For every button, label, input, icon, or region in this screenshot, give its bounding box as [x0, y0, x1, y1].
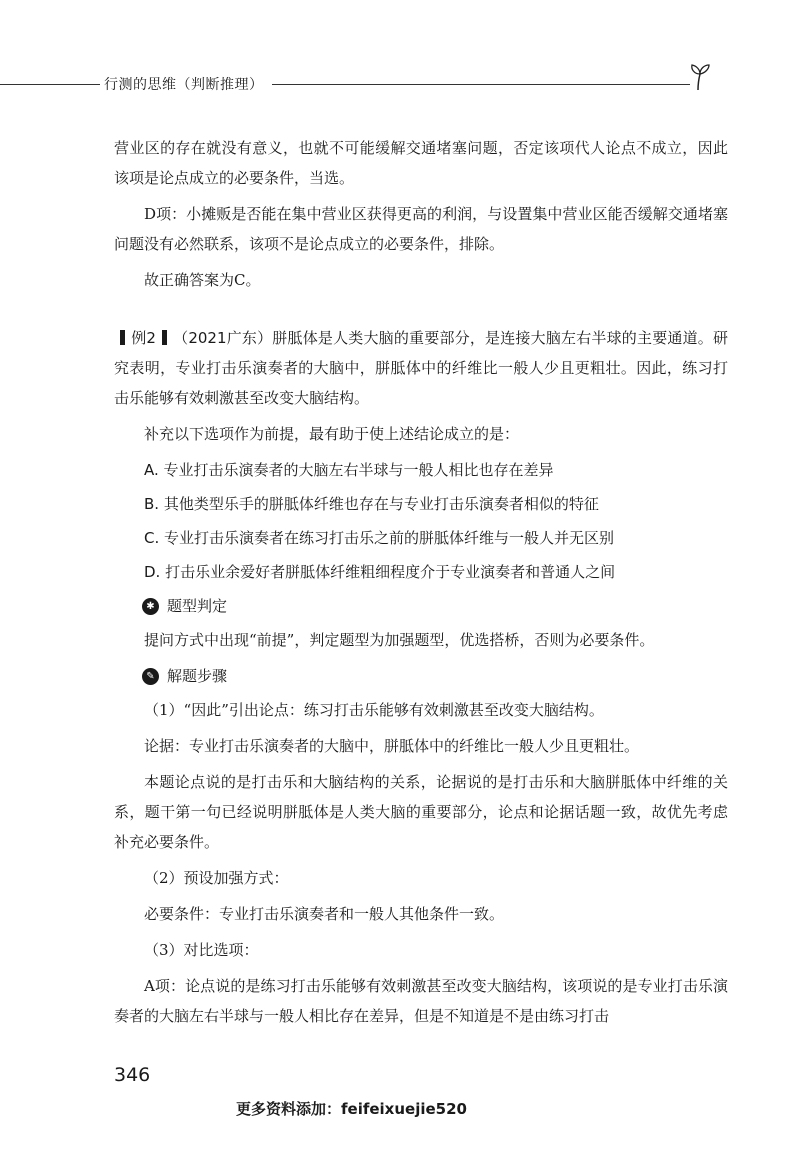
option-c: C. 专业打击乐演奏者在练习打击乐之前的胼胝体纤维与一般人并无区别: [144, 529, 615, 547]
page-content: [114, 133, 728, 1037]
example-block: [114, 323, 728, 413]
header-rule-left: [0, 84, 100, 85]
pen-icon: ✎: [142, 668, 159, 685]
example-text: 胼胝体是人类大脑的重要部分，是连接大脑左右半球的主要通道。研究表明，专业打击乐演奏者的大脑中，胼胝体中的纤维比一般人少且更粗壮。因此，练习打击乐能够有效刺激甚至改变大脑结构。: [114, 329, 728, 407]
page-number: 346: [114, 1064, 151, 1086]
page-header: [0, 62, 800, 102]
header-title: 行测的思维（判断推理）: [104, 77, 264, 93]
example-bracket-mark: [120, 330, 125, 345]
step-3: （3）对比选项：: [144, 941, 259, 959]
sprout-icon: [684, 62, 714, 92]
example-label: 例2: [131, 329, 156, 347]
section-text: 提问方式中出现“前提”，判定题型为加强题型，优选搭桥，否则为必要条件。: [144, 631, 655, 649]
paragraph: D项：小摊贩是否能在集中营业区获得更高的利润，与设置集中营业区能否缓解交通堵塞问题没有必然联系，该项不是论点成立的必要条件，排除。: [114, 205, 728, 253]
example-bracket-mark: [162, 330, 167, 345]
necessary-condition: 必要条件：专业打击乐演奏者和一般人其他条件一致。: [144, 905, 505, 923]
analysis-text: 本题论点说的是打击乐和大脑结构的关系，论据说的是打击乐和大脑胼胝体中纤维的关系，题干第一句已经说明胼胝体是人类大脑的重要部分，论点和论据话题一致，故优先考虑补充必要条件。: [114, 773, 728, 851]
option-d: D. 打击乐业余爱好者胼胝体纤维粗细程度介于专业演奏者和普通人之间: [144, 563, 616, 581]
option-b: B. 其他类型乐手的胼胝体纤维也存在与专业打击乐演奏者相似的特征: [144, 495, 599, 513]
option-a: A. 专业打击乐演奏者的大脑左右半球与一般人相比也存在差异: [144, 461, 554, 479]
section-heading-steps: [114, 661, 728, 691]
footer-note: 更多资料添加：feifeixuejie520: [236, 1100, 467, 1118]
section-title: 解题步骤: [167, 667, 228, 685]
paragraph: 营业区的存在就没有意义，也就不可能缓解交通堵塞问题，否定该项代人论点不成立，因此该项是论点成立的必要条件，当选。: [114, 139, 728, 187]
step-1: （1）“因此”引出论点：练习打击乐能够有效刺激甚至改变大脑结构。: [144, 701, 604, 719]
step-2: （2）预设加强方式：: [144, 869, 289, 887]
section-title: 题型判定: [167, 597, 228, 615]
example-source: （2021广东）: [172, 329, 273, 347]
basis-text: 论据：专业打击乐演奏者的大脑中，胼胝体中的纤维比一般人少且更粗壮。: [144, 737, 640, 755]
gear-icon: ✱: [142, 598, 159, 615]
section-heading-type: [114, 591, 728, 621]
example-question: 补充以下选项作为前提，最有助于使上述结论成立的是：: [144, 425, 520, 443]
option-a-analysis: A项：论点说的是练习打击乐能够有效刺激甚至改变大脑结构，该项说的是专业打击乐演奏者的大脑左右半球与一般人相比存在差异，但是不知道是不是由练习打击: [114, 977, 728, 1025]
paragraph: 故正确答案为C。: [144, 271, 261, 289]
header-rule-right: [272, 84, 690, 85]
